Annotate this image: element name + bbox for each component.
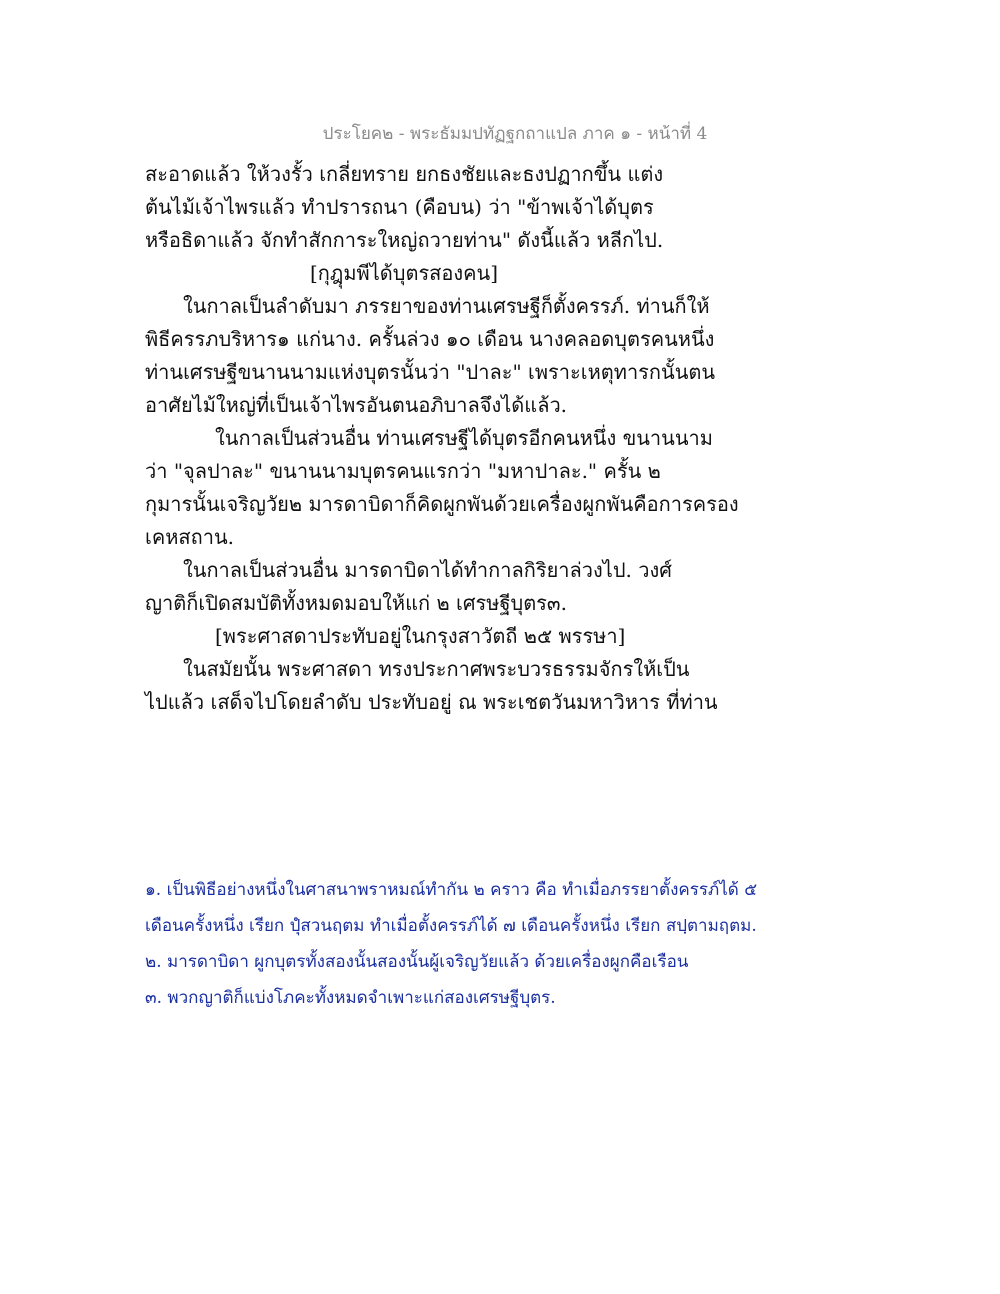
text-line: ว่า "จุลปาละ" ขนานนามบุตรคนแรกว่า "มหาปาละ." ครั้น ๒ (145, 459, 661, 483)
text-line: ในสมัยนั้น พระศาสดา ทรงประกาศพระบวรธรรมจักรให้เป็น (183, 657, 690, 681)
footnote: ๒. มารดาบิดา ผูกบุตรทั้งสองนั้นสองนั้นผู้เจริญวัยแล้ว ด้วยเครื่องผูกคือเรือน (145, 952, 689, 972)
footnote: เดือนครั้งหนึ่ง เรียก ปุํสวนฤตม ทำเมื่อตั้งครรภ์ได้ ๗ เดือนครั้งหนึ่ง เรียก สปฺตามฤตม. (145, 916, 757, 936)
section-heading: [กุฎุมพีได้บุตรสองคน] (310, 261, 499, 285)
text-line: ในกาลเป็นลำดับมา ภรรยาของท่านเศรษฐีก็ตั้งครรภ์. ท่านก็ให้ (183, 294, 710, 318)
text-line: พิธีครรภบริหาร๑ แก่นาง. ครั้นล่วง ๑๐ เดือน นางคลอดบุตรคนหนึ่ง (145, 327, 715, 351)
text-line: ในกาลเป็นส่วนอื่น ท่านเศรษฐีได้บุตรอีกคนหนึ่ง ขนานนาม (215, 426, 713, 450)
text-line: ญาติก็เปิดสมบัติทั้งหมดมอบให้แก่ ๒ เศรษฐีบุตร๓. (145, 591, 567, 615)
footnote: ๓. พวกญาติก็แบ่งโภคะทั้งหมดจำเพาะแก่สองเศรษฐีบุตร. (145, 988, 556, 1008)
footnote: ๑. เป็นพิธีอย่างหนึ่งในศาสนาพราหมณ์ทำกัน ๒ คราว คือ ทำเมื่อภรรยาตั้งครรภ์ได้ ๕ (145, 880, 758, 900)
text-line: กุมารนั้นเจริญวัย๒ มารดาบิดาก็คิดผูกพันด้วยเครื่องผูกพันคือการครอง (145, 492, 739, 516)
text-line: อาศัยไม้ใหญ่ที่เป็นเจ้าไพรอันตนอภิบาลจึงได้แล้ว. (145, 393, 568, 417)
footnotes (145, 872, 905, 1016)
text-line: ต้นไม้เจ้าไพรแล้ว ทำปรารถนา (คือบน) ว่า "ข้าพเจ้าได้บุตร (145, 195, 654, 219)
text-line: ในกาลเป็นส่วนอื่น มารดาบิดาได้ทำกาลกิริยาล่วงไป. วงศ์ (183, 558, 672, 582)
text-line: ท่านเศรษฐีขนานนามแห่งบุตรนั้นว่า "ปาละ" เพราะเหตุทารกนั้นตน (145, 360, 716, 384)
text-line: ไปแล้ว เสด็จไปโดยลำดับ ประทับอยู่ ณ พระเชตวันมหาวิหาร ที่ท่าน (145, 690, 718, 714)
body-text (145, 158, 845, 719)
text-line: สะอาดแล้ว ให้วงรั้ว เกลี่ยทราย ยกธงชัยและธงปฏากขึ้น แต่ง (145, 162, 664, 186)
page-header: ประโยค๒ - พระธัมมปทัฏฐกถาแปล ภาค ๑ - หน้าที่ 4 (322, 124, 708, 144)
section-heading: [พระศาสดาประทับอยู่ในกรุงสาวัตถี ๒๕ พรรษา] (215, 624, 626, 648)
text-line: หรือธิดาแล้ว จักทำสักการะใหญ่ถวายท่าน" ดังนี้แล้ว หลีกไป. (145, 228, 664, 252)
text-line: เคหสถาน. (145, 525, 234, 549)
